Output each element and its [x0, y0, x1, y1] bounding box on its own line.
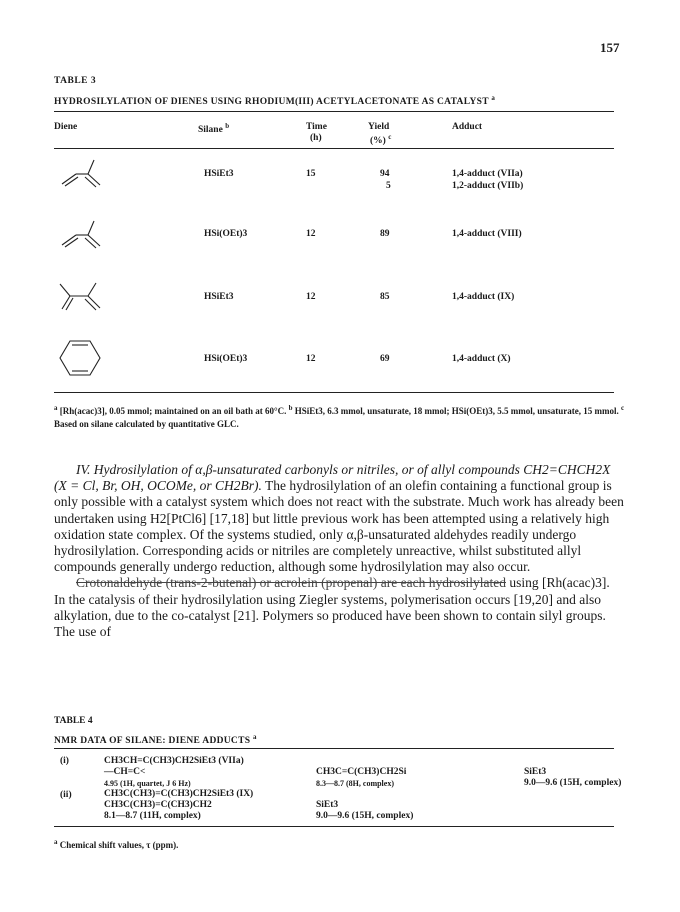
t4-row-i-col3-shift: 9.0—9.6 (15H, complex): [524, 778, 622, 788]
header-yield-unit-text: (%): [370, 136, 386, 147]
cyclohexadiene-structure-icon: [58, 338, 102, 378]
table3-title: [54, 94, 654, 107]
t4-row-ii-num: (ii): [60, 790, 72, 800]
table4-footnote-text: Chemical shift values, τ (ppm).: [59, 840, 179, 850]
t4-row-i-col2-shift: 8.3—8.7 (8H, complex): [316, 779, 394, 788]
table4-footnote-mark: a: [54, 838, 58, 846]
table4-title-text: NMR DATA OF SILANE: DIENE ADDUCTS: [54, 736, 251, 747]
header-adduct: Adduct: [452, 122, 483, 132]
header-yield-mark: c: [388, 133, 392, 141]
paragraph-2-struck: Crotonaldehyde (trans-2-butenal) or acrolein (propenal) are each hydrosilylated: [76, 575, 506, 591]
table3-label: TABLE 3: [54, 76, 97, 86]
fn-c-text: Based on silane calculated by quantitative GLC.: [54, 419, 239, 429]
row1-yield-b: 5: [386, 181, 391, 191]
t4-row-i-formula: CH3CH=C(CH3)CH2SiEt3 (VIIa): [104, 756, 244, 766]
paragraph-2: [54, 575, 624, 640]
table4-title: [54, 733, 257, 746]
fn-b-mark: b: [288, 404, 293, 412]
row2-silane: HSi(OEt)3: [204, 229, 248, 239]
table3-title-mark: a: [491, 94, 496, 102]
row3-time: 12: [306, 292, 316, 302]
header-silane-mark: b: [225, 122, 230, 130]
row3-silane: HSiEt3: [204, 292, 234, 302]
row4-silane: HSi(OEt)3: [204, 354, 248, 364]
isoprene-structure-icon: [56, 158, 104, 188]
t4-row-ii-col2-shift: 9.0—9.6 (15H, complex): [316, 811, 414, 821]
row1-yield-a: 94: [380, 169, 390, 179]
header-yield-unit: [370, 133, 391, 146]
t4-row-i-frag: —CH=C<: [104, 767, 146, 777]
section-heading: IV. Hydrosilylation of α,β-unsaturated carbonyls or nitriles, or of allyl compounds CH2=CHCH2X (X = Cl, Br, OH, OCOMe, or CH2Br).: [54, 462, 611, 494]
table3-bottom-rule: [54, 392, 614, 393]
t4-row-i-shift: 4.95 (1H, quartet, J 6 Hz): [104, 779, 191, 788]
fn-a-mark: a: [54, 404, 58, 412]
t4-row-ii-frag: CH3C(CH3)=C(CH3)CH2: [104, 800, 212, 810]
table4-footnote: [54, 838, 178, 850]
row4-yield: 69: [380, 354, 390, 364]
table4-top-rule: [54, 748, 614, 749]
row2-adduct: 1,4-adduct (VIII): [452, 229, 522, 239]
fn-c-mark: c: [621, 404, 625, 412]
t4-row-i-col2-formula: CH3C=C(CH3)CH2Si: [316, 767, 407, 777]
t4-row-ii-formula: CH3C(CH3)=C(CH3)CH2SiEt3 (IX): [104, 789, 254, 799]
dimethylbutadiene-structure-icon: [56, 280, 104, 312]
table3-top-rule: [54, 111, 614, 112]
fn-a-text: [Rh(acac)3], 0.05 mmol; maintained on an oil bath at 60°C.: [59, 406, 287, 416]
t4-row-i-col3-formula: SiEt3: [524, 767, 547, 777]
table4-bottom-rule: [54, 826, 614, 827]
table3-header-rule: [54, 148, 614, 149]
body-text: [54, 462, 624, 640]
t4-row-i-num: (i): [60, 756, 69, 766]
table4-title-mark: a: [253, 733, 257, 741]
row1-adduct-a: 1,4-adduct (VIIa): [452, 169, 523, 179]
header-time: Time: [306, 122, 327, 132]
paragraph-1: [54, 462, 624, 575]
header-yield: Yield: [368, 122, 390, 132]
row3-yield: 85: [380, 292, 390, 302]
header-time-unit: (h): [310, 133, 322, 143]
row3-adduct: 1,4-adduct (IX): [452, 292, 515, 302]
row2-time: 12: [306, 229, 316, 239]
row4-adduct: 1,4-adduct (X): [452, 354, 511, 364]
table3-footnote: [54, 402, 634, 431]
row4-time: 12: [306, 354, 316, 364]
header-silane-text: Silane: [198, 125, 223, 136]
t4-row-ii-shift: 8.1—8.7 (11H, complex): [104, 811, 201, 821]
page-number: 157: [600, 40, 620, 55]
header-diene: Diene: [54, 122, 78, 132]
paragraph-1-text: The hydrosilylation of an olefin containing a functional group is only possible with a catalyst system which does not react with the substrate. Much work has already been undertaken using H2[PtCl6] [17,18] but little previous work has been attempted using a relatively high oxidation state complex. Of the systems studied, only α,β-unsaturated aldehydes readily undergo hydrosilylation. Corresponding acids or nitriles are completely unreactive, whilst substituted allyl compounds generally undergo reduction, although some hydrosilylation may also occur.: [54, 478, 624, 575]
isoprene-structure-icon: [56, 219, 104, 249]
row1-silane: HSiEt3: [204, 169, 234, 179]
row1-adduct-b: 1,2-adduct (VIIb): [452, 181, 524, 191]
row1-time: 15: [306, 169, 316, 179]
table4-label: TABLE 4: [54, 716, 93, 726]
row2-yield: 89: [380, 229, 390, 239]
table3-title-text: HYDROSILYLATION OF DIENES USING RHODIUM(III) ACETYLACETONATE AS CATALYST: [54, 97, 489, 108]
t4-row-ii-col2-formula: SiEt3: [316, 800, 339, 810]
header-silane: [198, 122, 229, 135]
paragraph-2-text: using [Rh(acac)3]. In the catalysis of their hydrosilylation using Ziegler systems, polymerisation occurs [19,20] and also alkylation, due to the co-catalyst [21]. Polymers so produced have been shown to contain silyl groups. The use of: [54, 575, 610, 640]
fn-b-text: HSiEt3, 6.3 mmol, unsaturate, 18 mmol; HSi(OEt)3, 5.5 mmol, unsaturate, 15 mmol.: [294, 406, 619, 416]
